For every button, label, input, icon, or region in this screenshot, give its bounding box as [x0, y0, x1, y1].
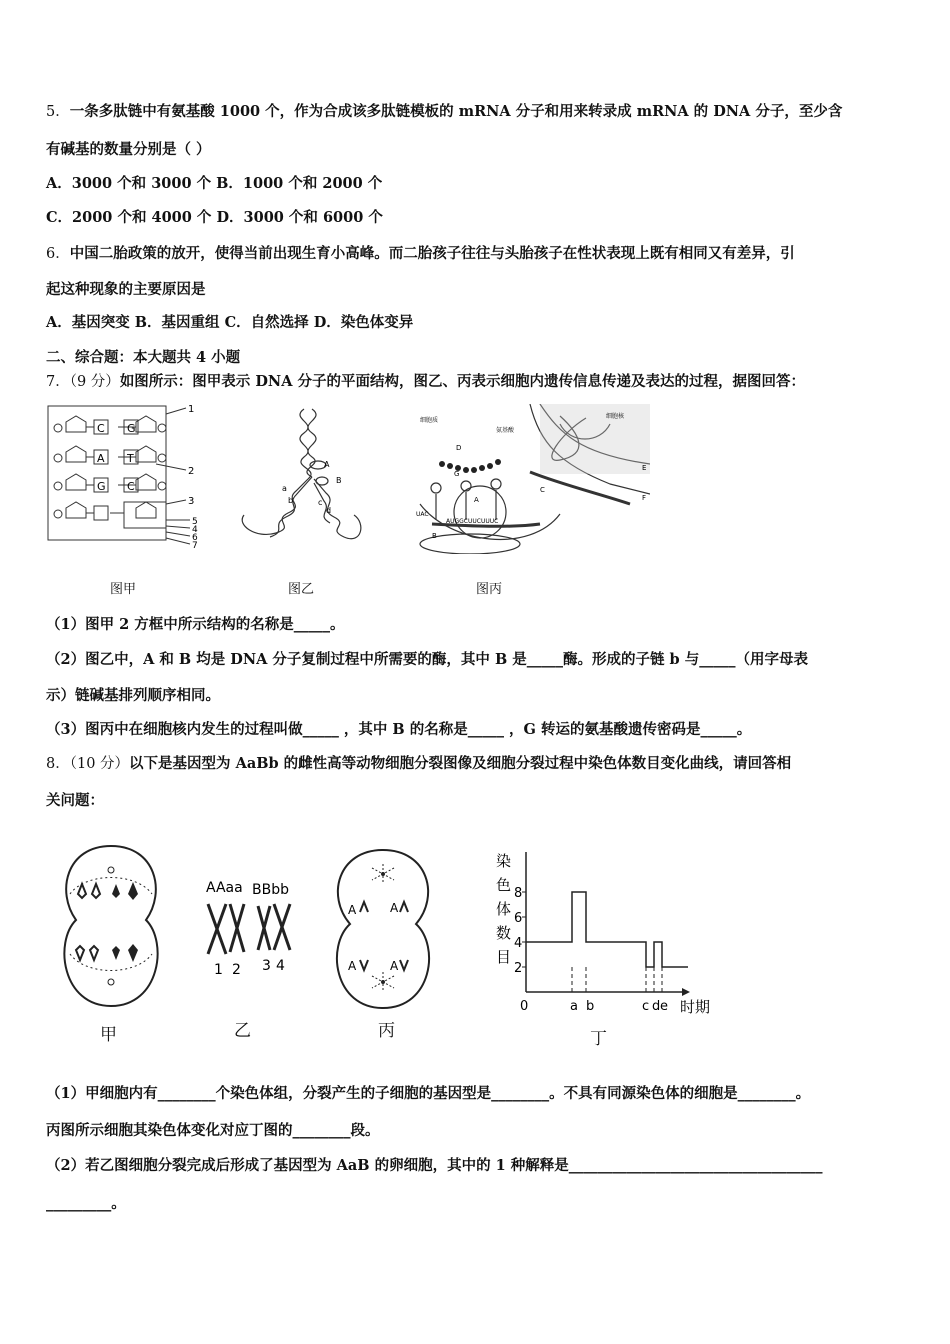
label-nucleus: 细胞核: [606, 413, 625, 420]
q6-line2: 起这种现象的主要原因是: [46, 281, 206, 298]
ding-ytick-label-8: 8: [514, 886, 523, 901]
q8-heading: 8．（10 分）以下是基因型为 AaBb 的雌性高等动物细胞分裂图像及细胞分裂过程中染色体数目变化曲线，请回答相: [46, 755, 792, 772]
dna-label-7: 7: [192, 541, 198, 551]
dna-label-6: 6: [192, 533, 198, 543]
label-F: F: [642, 494, 647, 502]
label-mrna-sequence: AUGGCUUCUUUC: [446, 518, 499, 525]
q7-sub3: （3）图丙中在细胞核内发生的过程叫做_____ ，其中 B 的名称是_____ ，G 转运的氨基酸遗传密码是_____。: [46, 721, 752, 738]
dna-base-left-1: C: [97, 422, 105, 435]
label-E: E: [642, 464, 647, 472]
caption-cell-bing: 丙: [378, 1021, 395, 1041]
bing-label-A-3: A: [348, 959, 357, 973]
dna-label-1: 1: [188, 404, 195, 415]
caption-chart-ding: 丁: [590, 1029, 607, 1049]
q7-sub1: （1）图甲 2 方框中所示结构的名称是_____。: [46, 616, 345, 633]
q6-options: A．基因突变 B．基因重组 C．自然选择 D．染色体变异: [46, 314, 414, 331]
ding-ylabel-3: 体: [496, 900, 512, 918]
dna-label-3: 3: [188, 496, 195, 507]
q8-heading-line2: 关问题：: [46, 792, 104, 809]
ding-xmarker-d: d: [652, 999, 661, 1014]
yi-label-BBbb: BBbb: [252, 882, 289, 898]
ding-ylabel-5: 目: [496, 948, 512, 966]
ding-step-line: [526, 892, 688, 967]
replication-label-c: c: [318, 498, 323, 507]
dna-base-left-2: A: [97, 452, 105, 465]
label-B-bing: B: [432, 532, 437, 540]
ding-xlabel: 时期: [680, 998, 711, 1016]
figure-dna-replication: [226, 405, 366, 555]
q8-sub1-line2: 丙图所示细胞其染色体变化对应丁图的________段。: [46, 1122, 380, 1139]
ding-ylabel-1: 染: [496, 852, 512, 870]
q8-sub2-line2: _________。: [46, 1195, 126, 1212]
label-G: G: [454, 470, 460, 478]
caption-fig-jia: 图甲: [110, 582, 137, 597]
caption-fig-bing: 图丙: [476, 582, 503, 597]
ding-ytick-label-4: 4: [514, 936, 523, 951]
q5-line2: 有碱基的数量分别是（ ）: [46, 141, 211, 158]
bing-label-A-1: A: [348, 903, 357, 917]
dna-base-right-1: G: [127, 422, 136, 435]
q5-options-ab: A．3000 个和 3000 个 B．1000 个和 2000 个: [46, 175, 383, 192]
replication-label-a: a: [282, 484, 287, 493]
q8-sub1-line1: （1）甲细胞内有________个染色体组，分裂产生的子细胞的基因型是________。不具有同源染色体的细胞是________。: [46, 1085, 811, 1102]
label-cytoplasm: 细胞质: [420, 417, 439, 424]
ding-ylabel-4: 数: [496, 924, 512, 942]
figure-gene-expression: [410, 404, 650, 554]
bing-label-A-2: A: [390, 901, 399, 915]
q7-sub2-line1: （2）图乙中，A 和 B 均是 DNA 分子复制过程中所需要的酶，其中 B 是_____酶。形成的子链 b 与_____（用字母表: [46, 651, 808, 668]
ding-origin: 0: [520, 999, 529, 1014]
bing-label-A-4: A: [390, 959, 399, 973]
q5-options-cd: C．2000 个和 4000 个 D．3000 个和 6000 个: [46, 209, 383, 226]
caption-cell-jia: 甲: [100, 1025, 117, 1045]
ding-x-arrow: [682, 988, 690, 996]
yi-label-1: 1: [214, 962, 223, 978]
figure-cell-bing: [328, 846, 438, 1012]
label-A-bing: A: [474, 496, 479, 504]
label-amino-acid: 氨基酸: [496, 427, 515, 434]
replication-label-b: b: [288, 496, 294, 505]
replication-label-B: B: [336, 476, 342, 485]
yi-label-AAaa: AAaa: [206, 880, 243, 896]
yi-label-2: 2: [232, 962, 241, 978]
ding-xmarker-e: e: [660, 999, 668, 1014]
caption-fig-yi: 图乙: [288, 582, 315, 597]
dna-label-5: 5: [192, 517, 198, 527]
section-heading: 二、综合题：本大题共 4 小题: [46, 349, 241, 366]
label-D: D: [456, 444, 462, 452]
chart-chromosome-count: [490, 850, 720, 1030]
yi-label-4: 4: [276, 958, 285, 974]
ding-xmarker-c: c: [642, 999, 650, 1014]
label-UAC: UAC: [416, 511, 429, 518]
yi-label-3: 3: [262, 958, 271, 974]
replication-label-A: A: [324, 460, 330, 469]
ding-ytick-label-6: 6: [514, 911, 523, 926]
caption-cell-yi: 乙: [234, 1021, 251, 1041]
ding-ytick-label-2: 2: [514, 961, 523, 976]
nucleus-shading: [540, 404, 650, 474]
q7-sub2-line2: 示）链碱基排列顺序相同。: [46, 687, 220, 704]
q7-heading: 7．（9 分）如图所示：图甲表示 DNA 分子的平面结构，图乙、丙表示细胞内遗传信息传递及表达的过程，据图回答：: [46, 373, 805, 390]
q5-line1: 5．一条多肽链中有氨基酸 1000 个，作为合成该多肽链模板的 mRNA 分子和用来转录成 mRNA 的 DNA 分子，至少含: [46, 103, 843, 120]
ding-xmarker-a: a: [570, 999, 578, 1014]
dna-base-right-2: T: [127, 452, 134, 465]
dna-label-2: 2: [188, 466, 195, 477]
dna-label-4: 4: [192, 525, 198, 535]
q8-sub2-line1: （2）若乙图细胞分裂完成后形成了基因型为 AaB 的卵细胞，其中的 1 种解释是___________________________________: [46, 1157, 823, 1174]
dna-base-left-3: G: [97, 480, 106, 493]
q6-line1: 6．中国二胎政策的放开，使得当前出现生育小高峰。而二胎孩子往往与头胎孩子在性状表现上既有相同又有差异，引: [46, 245, 795, 262]
ding-xmarker-b: b: [586, 999, 595, 1014]
dna-base-right-3: C: [127, 480, 135, 493]
ding-ylabel-2: 色: [496, 876, 512, 894]
figure-cell-jia: [56, 842, 166, 1012]
figure-dna-structure: [44, 400, 204, 560]
figure-cell-yi: [200, 878, 310, 978]
label-C: C: [540, 486, 545, 494]
replication-label-d: d: [326, 506, 332, 515]
